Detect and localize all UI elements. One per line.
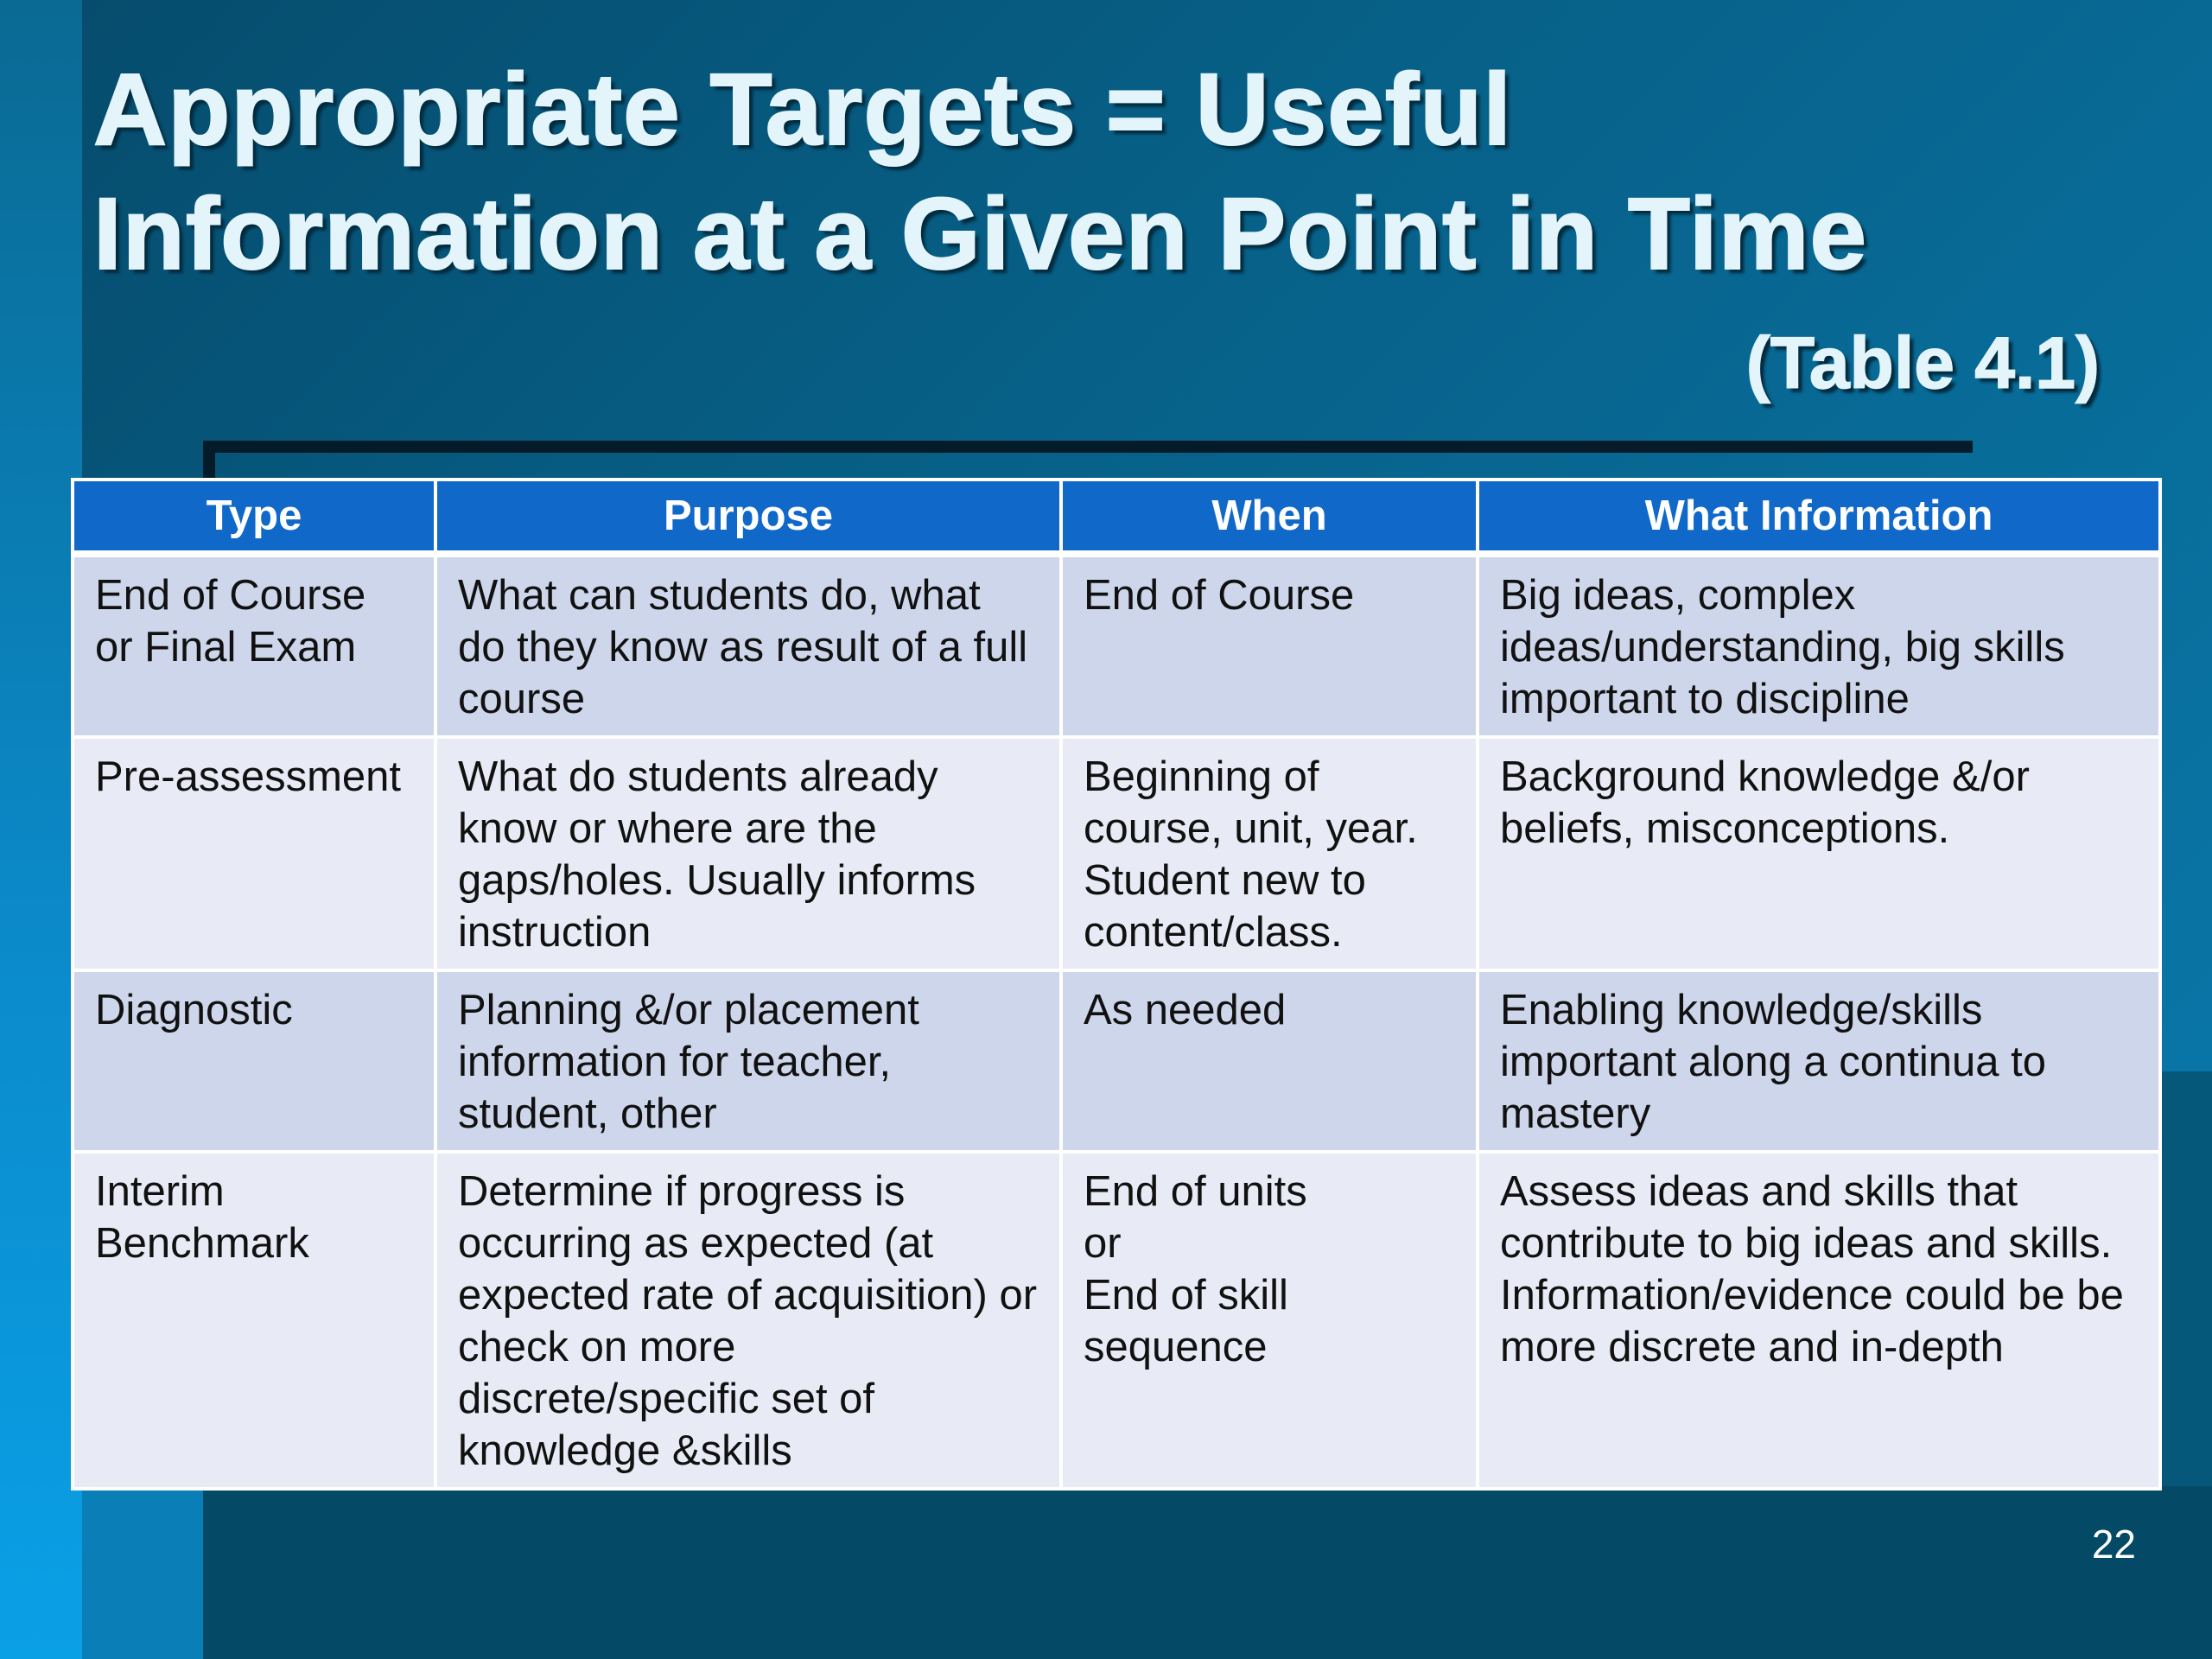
page-number: 22 — [2091, 1522, 2136, 1567]
cell-when — [1061, 970, 1478, 1152]
table-row — [73, 737, 2160, 970]
cell-purpose: Planning &/or placement information for teacher, student, other — [435, 970, 1061, 1152]
cell-type: Pre-assessment — [73, 737, 435, 970]
cell-when-line: Beginning of course, unit, year. Student new to content/class. — [1084, 753, 1418, 956]
table-reference: (Table 4.1) — [1745, 322, 2100, 404]
cell-when — [1061, 1152, 1478, 1489]
cell-when-line: End of Course — [1084, 572, 1355, 619]
header-type: Type — [73, 480, 435, 554]
cell-purpose: Determine if progress is occurring as expected (at expected rate of acquisition) or check on more discrete/specific set of knowledge &skills — [435, 1152, 1061, 1489]
slide-title: Appropriate Targets = Useful Information at a Given Point in Time — [93, 53, 1868, 291]
cell-what-information: Background knowledge &/or beliefs, misconceptions. — [1478, 737, 2160, 970]
background-left-bar — [0, 0, 82, 1659]
cell-purpose: What do students already know or where are the gaps/holes. Usually informs instruction — [435, 737, 1061, 970]
assessment-table-container — [71, 478, 2158, 1491]
cell-when — [1061, 554, 1478, 737]
header-purpose: Purpose — [435, 480, 1061, 554]
cell-purpose: What can students do, what do they know as result of a full course — [435, 554, 1061, 737]
cell-type: End of Course or Final Exam — [73, 554, 435, 737]
assessment-types-table — [71, 478, 2162, 1491]
header-what-information: What Information — [1478, 480, 2160, 554]
cell-when-line: End of units — [1084, 1168, 1307, 1215]
cell-when — [1061, 737, 1478, 970]
cell-when-line: or — [1084, 1220, 1122, 1267]
cell-when-line: End of skill sequence — [1084, 1272, 1288, 1370]
cell-what-information: Big ideas, complex ideas/understanding, big skills important to discipline — [1478, 554, 2160, 737]
cell-what-information: Enabling knowledge/skills important along a continua to mastery — [1478, 970, 2160, 1152]
title-divider-rule — [203, 441, 1973, 453]
table-row — [73, 1152, 2160, 1489]
cell-what-information: Assess ideas and skills that contribute to big ideas and skills. Information/evidence could be be more discrete and in-depth — [1478, 1152, 2160, 1489]
cell-when-line: As needed — [1084, 987, 1287, 1033]
background-lower-panel — [203, 1473, 2212, 1659]
cell-type: Diagnostic — [73, 970, 435, 1152]
table-row — [73, 554, 2160, 737]
table-row — [73, 970, 2160, 1152]
table-header-row — [73, 480, 2160, 554]
cell-type: Interim Benchmark — [73, 1152, 435, 1489]
header-when: When — [1061, 480, 1478, 554]
